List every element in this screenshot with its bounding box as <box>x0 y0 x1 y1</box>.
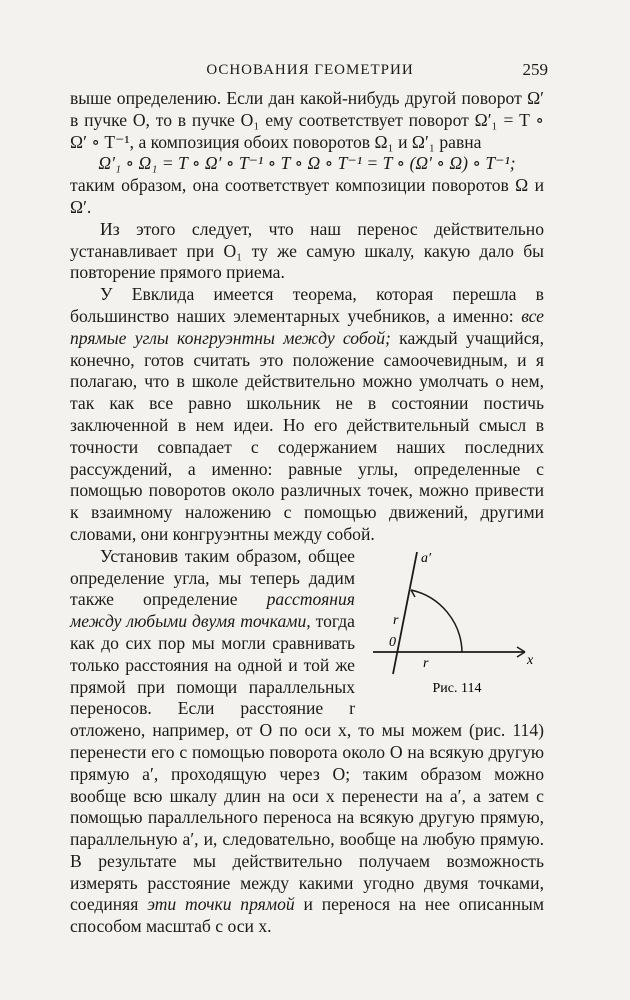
formula: Ω′₁ ∘ Ω₁ = T ∘ Ω′ ∘ T⁻¹ ∘ T ∘ Ω ∘ T⁻¹ = T ∘ (Ω′ ∘ Ω) ∘ T⁻¹; <box>98 153 516 174</box>
paragraph-1-tail: таким образом, она соответствует композиции поворотов Ω и Ω′. <box>70 175 544 217</box>
page-header <box>70 62 550 84</box>
label-origin: 0 <box>389 634 396 650</box>
figure-diagram <box>365 550 550 700</box>
paragraph-4 <box>70 546 544 938</box>
page-number: 259 <box>522 60 548 79</box>
paragraph-3 <box>70 284 544 546</box>
rotation-arc <box>411 590 462 652</box>
paragraph-4-mid: тогда как до сих пор мы могли сравнивать только расстояния на одной и той же прямой при помощи параллельных переносов. Если расстояние r отложено, например, от O по оси x, то мы можем (рис. 114) перенести его с помощью поворота около O на всякую другую прямую a′, проходящую через O; таким образом можно вообще всю шкалу длин на оси x перенести на a′, а затем с помощью параллельного переноса на всякую другую прямую, параллельную a′, и, следовательно, вообще на любую прямую. В результате мы действительно получаем возможность измерять расстояние между какими угодно двумя точками, соединяя <box>70 611 544 915</box>
paragraph-2: Из этого следует, что наш перенос действительно устанавливает при O₁ ту же самую шкалу, какую дало бы повторение прямого приема. <box>70 218 544 283</box>
body-text <box>70 88 544 938</box>
paragraph-3-start: У Евклида имеется теорема, которая перешла в большинство наших элементарных учебников, а именно: <box>70 284 544 326</box>
paragraph-4-start: Установив таким образом, общее определение угла, мы теперь дадим также определение <box>70 545 355 610</box>
paragraph-3-end: каждый учащийся, конечно, готов считать это положение самоочевидным, и я полагаю, что в школе действительно можно умолчать о нем, так как все равно школьник не в состоянии постичь заключенной в нем идеи. Но его действительный смысл в точности совпадает с содержанием наших последних рассуждений, а именно: равные углы, определенные с помощью поворотов около различных точек, можно привести к взаимному наложению с помощью движений, другими словами, они конгруэнтны между собой. <box>70 327 544 544</box>
figure-114 <box>365 550 550 700</box>
distance-italic: расстояния между любыми двумя точками, <box>70 589 355 632</box>
paragraph-4-end: и перенося на нее описанным способом масштаб с оси x. <box>70 894 545 937</box>
paragraph-1: выше определению. Если дан какой-нибудь другой поворот Ω′ в пучке O, то в пучке O₁ ему соответствует поворот Ω′₁ = T ∘ Ω′ ∘ T⁻¹, а композиция обоих поворотов Ω₁ и Ω′₁ равна <box>70 88 544 152</box>
label-a-prime: a′ <box>421 550 432 566</box>
label-x: x <box>527 652 534 668</box>
label-r-line: r <box>393 612 399 628</box>
label-r-axis: r <box>423 655 429 671</box>
theorem-italic: все прямые углы конгруэнтны между собой; <box>70 305 544 348</box>
points-italic: эти точки прямой <box>147 894 295 915</box>
running-head: ОСНОВАНИЯ ГЕОМЕТРИИ <box>206 62 414 78</box>
figure-caption: Рис. 114 <box>432 680 482 696</box>
